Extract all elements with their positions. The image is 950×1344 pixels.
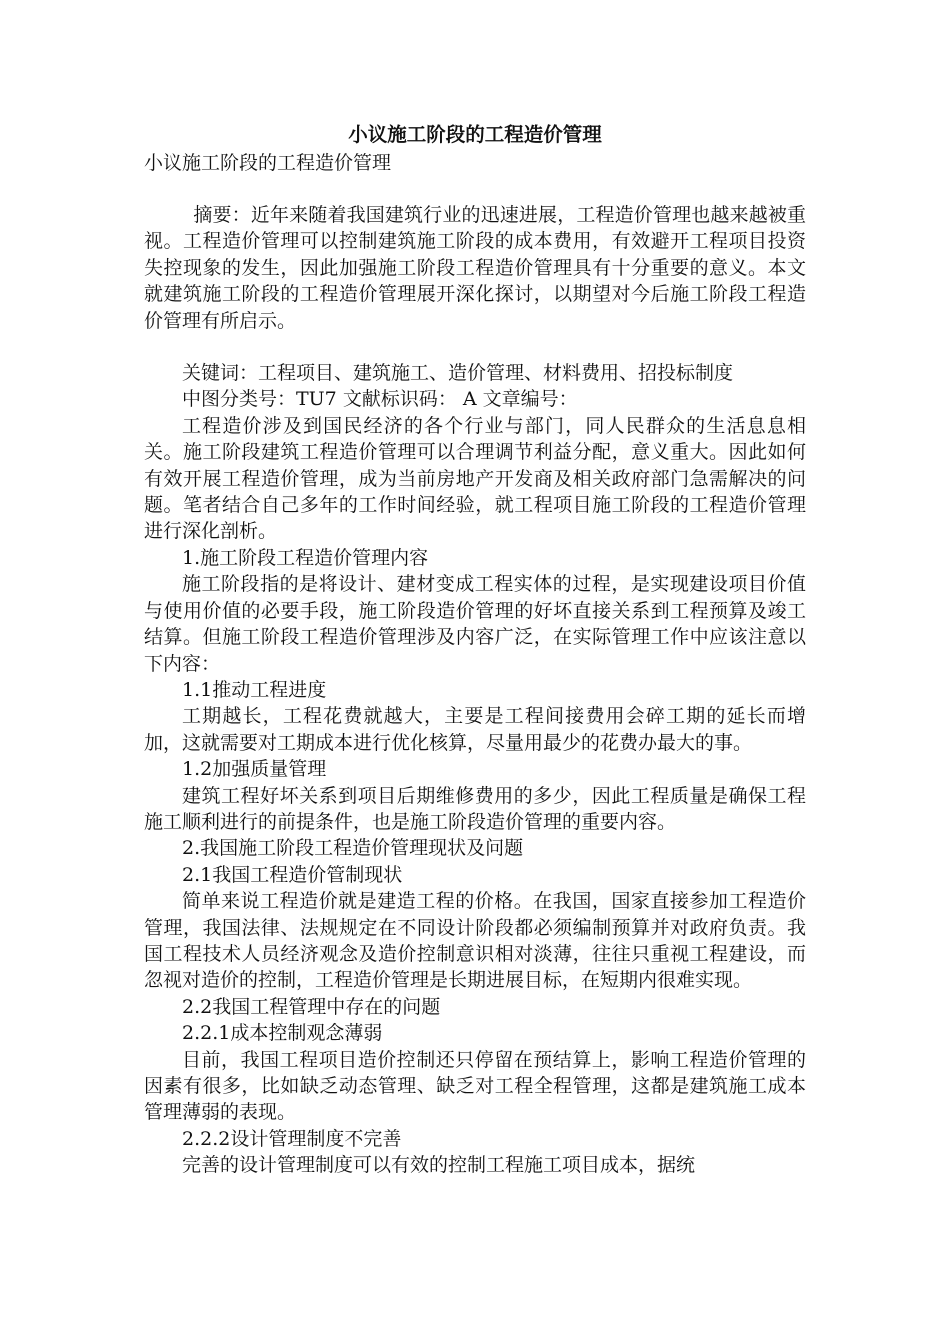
- section-1-paragraph: 施工阶段指的是将设计、建材变成工程实体的过程，是实现建设项目价值与使用价值的必要手段，施工阶段造价管理的好坏直接关系到工程预算及竣工结算。但施工阶段工程造价管理涉及内容广泛，在实际管理工作中应该注意以下内容：: [144, 573, 806, 675]
- section-heading-2-2: 2.2我国工程管理中存在的问题: [182, 995, 441, 1018]
- document-title: 小议施工阶段的工程造价管理: [348, 123, 602, 146]
- abstract-paragraph: 摘要：近年来随着我国建筑行业的迅速进展，工程造价管理也越来越被重视。工程造价管理可以控制建筑施工阶段的成本费用，有效避开工程项目投资失控现象的发生，因此加强施工阶段工程造价管理具有十分重要的意义。本文就建筑施工阶段的工程造价管理展开深化探讨，以期望对今后施工阶段工程造价管理有所启示。: [144, 204, 806, 332]
- section-heading-1-2: 1.2加强质量管理: [182, 758, 327, 781]
- classification-line: 中图分类号：TU7 文献标识码： A 文章编号：: [182, 388, 578, 411]
- section-heading-1: 1.施工阶段工程造价管理内容: [182, 546, 429, 569]
- section-heading-1-1: 1.1推动工程进度: [182, 678, 327, 701]
- document-subtitle: 小议施工阶段的工程造价管理: [144, 152, 392, 174]
- intro-paragraph: 工程造价涉及到国民经济的各个行业与部门，同人民群众的生活息息相关。施工阶段建筑工程造价管理可以合理调节利益分配，意义重大。因此如何有效开展工程造价管理，成为当前房地产开发商及相关政府部门急需解决的问题。笔者结合自己多年的工作时间经验，就工程项目施工阶段的工程造价管理进行深化剖析。: [144, 414, 806, 543]
- section-heading-2: 2.我国施工阶段工程造价管理现状及问题: [182, 837, 524, 860]
- keywords-paragraph: 关键词：工程项目、建筑施工、造价管理、材料费用、招投标制度: [182, 362, 734, 385]
- section-1-1-paragraph: 工期越长，工程花费就越大，主要是工程间接费用会碎工期的延长而增加，这就需要对工期成本进行优化核算，尽量用最少的花费办最大的事。: [144, 705, 806, 754]
- section-heading-2-2-2: 2.2.2设计管理制度不完善: [182, 1127, 402, 1150]
- document-body: [144, 120, 806, 1179]
- section-heading-2-1: 2.1我国工程造价管制现状: [182, 863, 403, 886]
- section-2-2-2-paragraph: 完善的设计管理制度可以有效的控制工程施工项目成本，据统: [182, 1154, 696, 1177]
- blank-line: [144, 176, 806, 202]
- section-2-1-paragraph: 简单来说工程造价就是建造工程的价格。在我国，国家直接参加工程造价管理，我国法律、法规规定在不同设计阶段都必须编制预算并对政府负责。我国工程技术人员经济观念及造价控制意识相对淡薄，往往只重视工程建设，而忽视对造价的控制，工程造价管理是长期进展目标，在短期内很难实现。: [144, 890, 806, 992]
- section-heading-2-2-1: 2.2.1成本控制观念薄弱: [182, 1022, 383, 1045]
- blank-line: [144, 334, 806, 360]
- section-2-2-1-paragraph: 目前，我国工程项目造价控制还只停留在预结算上，影响工程造价管理的因素有很多，比如缺乏动态管理、缺乏对工程全程管理，这都是建筑施工成本管理薄弱的表现。: [144, 1048, 806, 1124]
- section-1-2-paragraph: 建筑工程好坏关系到项目后期维修费用的多少，因此工程质量是确保工程施工顺利进行的前提条件，也是施工阶段造价管理的重要内容。: [144, 784, 806, 833]
